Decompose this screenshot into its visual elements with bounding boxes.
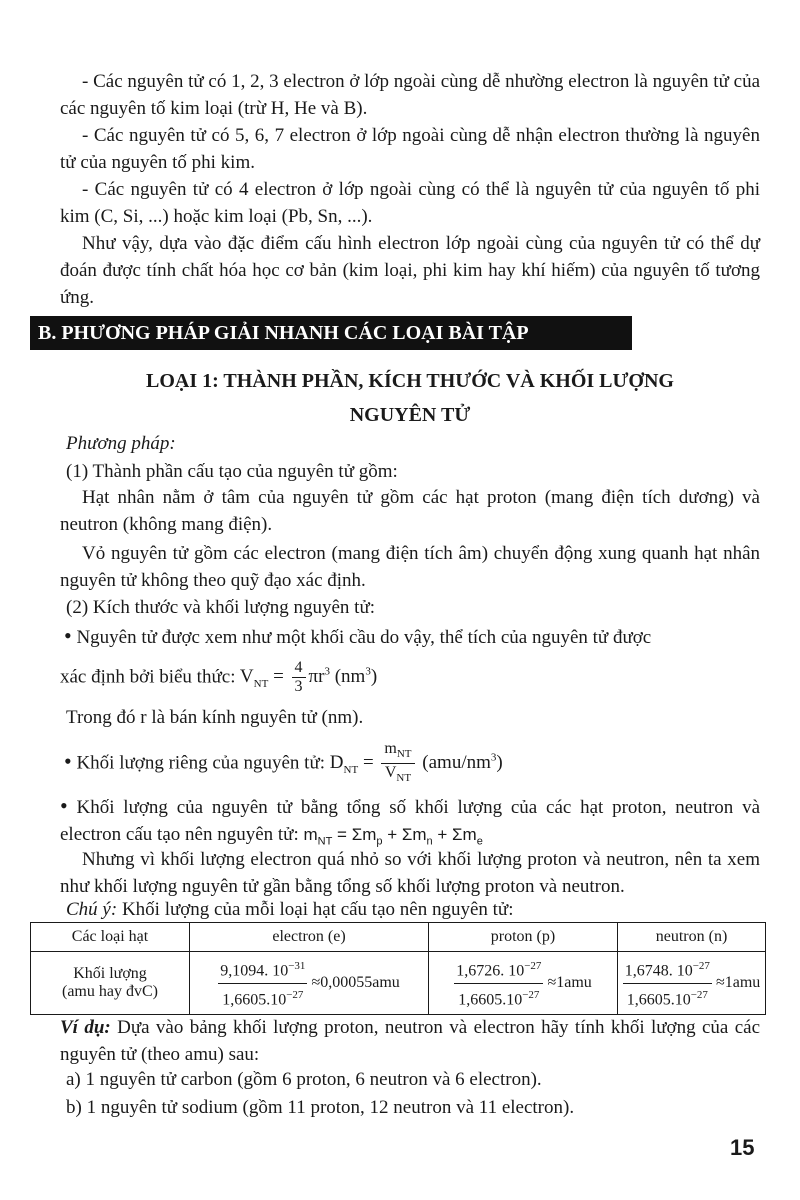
type-heading-line-2: NGUYÊN TỬ — [349, 404, 471, 426]
example-paragraph: Ví dụ: Dựa vào bảng khối lượng proton, neutron và electron hãy tính khối lượng của các nguyên tử (theo amu) sau: — [60, 1017, 760, 1065]
example-label: Ví dụ: — [60, 1017, 111, 1038]
fraction-four-thirds: $\frac{4}{3}$ — [292, 659, 306, 696]
section-1-paragraph-1: Hạt nhân nằm ở tâm của nguyên tử gồm các hạt proton (mang điện tích dương) và neutron (không mang điện). — [60, 487, 760, 535]
intro-paragraph-2: - Các nguyên tử có 5, 6, 7 electron ở lớp ngoài cùng dễ nhận electron thường là nguyên tử của nguyên tố phi kim. — [60, 125, 760, 173]
type-heading-line-1: LOẠI 1: THÀNH PHẦN, KÍCH THƯỚC VÀ KHỐI LƯỢNG — [145, 370, 674, 392]
section-1-paragraph-2: Vỏ nguyên tử gồm các electron (mang điện tích âm) chuyển động xung quanh hạt nhân nguyên tử không theo quỹ đạo xác định. — [60, 543, 760, 591]
neutron-mass-cell: $\frac{1,6748. 10^{-27}}{1,6605.10^{-27}}$ ≈1amu — [618, 952, 766, 1015]
bullet-icon: • — [60, 793, 68, 818]
section-banner: B. PHƯƠNG PHÁP GIẢI NHANH CÁC LOẠI BÀI TẬP — [30, 316, 632, 350]
intro-paragraph-1: - Các nguyên tử có 1, 2, 3 electron ở lớp ngoài cùng dễ nhường electron là nguyên tử của các nguyên tố kim loại (trừ H, He và B). — [60, 71, 760, 119]
electron-mass-cell: $\frac{9,1094. 10^{-31}}{1,6605.10^{-27}}$ ≈0,00055amu — [190, 952, 429, 1015]
page-number: 15 — [730, 1135, 755, 1160]
example-item-b: b) 1 nguyên tử sodium (gồm 11 proton, 12 neutron và 11 electron). — [66, 1097, 575, 1118]
mass-approximation-note: Nhưng vì khối lượng electron quá nhỏ so với khối lượng proton và neutron, nên ta xem như khối lượng nguyên tử gần bằng tổng số khối lượng proton và neutron. — [60, 849, 760, 897]
note-label: Chú ý: — [66, 899, 118, 920]
bullet-volume: • Nguyên tử được xem như một khối cầu do vậy, thể tích của nguyên tử được — [64, 623, 652, 648]
intro-paragraph-4: Như vậy, dựa vào đặc điểm cấu hình electron lớp ngoài cùng của nguyên tử có thể dự đoán được tính chất hóa học cơ bản (kim loại, phi kim hay khí hiếm) của nguyên tố tương ứng. — [60, 233, 760, 308]
note-line: Chú ý: Khối lượng của mỗi loại hạt cấu tạo nên nguyên tử: — [66, 899, 514, 920]
bullet-icon: • — [64, 623, 72, 648]
density-formula: $D_{NT}$ = $\frac{m_{NT}}{V_{NT}}$ $(amu/nm^3)$ — [330, 752, 503, 773]
intro-paragraph-3: - Các nguyên tử có 4 electron ở lớp ngoài cùng có thể là nguyên tử của nguyên tố phi kim (C, Si, ...) hoặc kim loại (Pb, Sn, ...). — [60, 179, 760, 227]
fraction-mass-over-volume: $\frac{m_{NT}}{V_{NT}}$ — [381, 740, 414, 787]
table-header-cell: electron (e) — [190, 923, 429, 952]
table-header-cell: proton (p) — [429, 923, 618, 952]
section-1-title: (1) Thành phần cấu tạo của nguyên tử gồm: — [66, 461, 398, 482]
particle-mass-table — [30, 922, 766, 1015]
volume-formula: $V_{NT}$ = $\frac{4}{3}$ $\pi r^3$ $(nm^3)$ — [239, 659, 378, 696]
example-item-a: a) 1 nguyên tử carbon (gồm 6 proton, 6 neutron và 6 electron). — [66, 1069, 542, 1090]
bullet-icon: • — [64, 748, 72, 774]
table-header-cell: neutron (n) — [618, 923, 766, 952]
row-label-cell: Khối lượng (amu hay đvC) — [31, 952, 190, 1015]
method-label: Phương pháp: — [66, 433, 176, 454]
radius-definition: Trong đó r là bán kính nguyên tử (nm). — [66, 707, 364, 728]
table-header-cell: Các loại hạt — [31, 923, 190, 952]
bullet-density: • Khối lượng riêng của nguyên tử: $D_{NT}$ = $\frac{m_{NT}}{V_{NT}}$ $(amu/nm^3)$ — [64, 736, 764, 792]
atomic-mass-formula: $m_{NT} = \Sigma m_p + \Sigma m_n + \Sigma m_e$ — [303, 825, 483, 848]
bullet-atomic-mass: • Khối lượng của nguyên tử bằng tổng số khối lượng của các hạt proton, neutron và electron cấu tạo nên nguyên tử: $m_{NT} = \Sigma m_p + \Sigma m_n + \Sigma m_e$ — [60, 793, 761, 848]
volume-formula-line: xác định bởi biểu thức: $V_{NT}$ = $\frac{4}{3}$ $\pi r^3$ $(nm^3)$ — [60, 659, 378, 696]
proton-mass-cell: $\frac{1,6726. 10^{-27}}{1,6605.10^{-27}}$ ≈1amu — [429, 952, 618, 1015]
section-2-title: (2) Kích thước và khối lượng nguyên tử: — [66, 597, 376, 618]
table-row — [31, 952, 766, 1015]
table-header-row — [31, 923, 766, 952]
